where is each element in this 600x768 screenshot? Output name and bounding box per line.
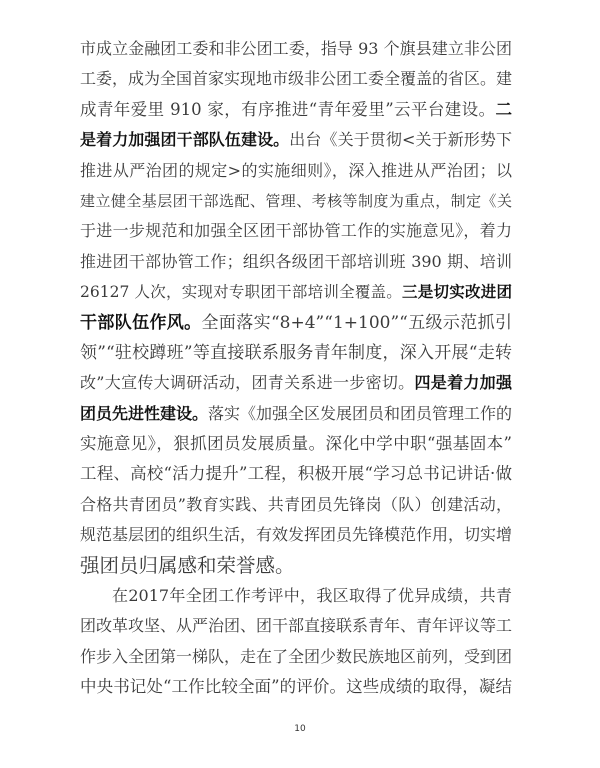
text-line: [80, 277, 512, 307]
text-line: [80, 186, 512, 216]
text-segment: 推进团干部协管工作；组织各级团干部培训班 390 期、培训: [80, 251, 512, 271]
text-segment: 强团员归属感和荣誉感。: [80, 553, 295, 577]
text-line: [80, 399, 512, 429]
text-segment: 团改革攻坚、从严治团、团干部直接联系青年、青年评议等工: [80, 616, 512, 636]
text-line: [80, 368, 512, 398]
text-line: [80, 672, 512, 702]
page-number: 10: [294, 724, 306, 734]
bold-heading-text: 是着力加强团干部队伍建设。: [80, 130, 290, 150]
paragraph: [80, 581, 512, 703]
text-line: [80, 95, 512, 125]
body-text: [80, 34, 512, 703]
text-segment: 于进一步规范和加强全区团干部协管工作的实施意见》，着力: [80, 221, 512, 241]
text-segment: 规范基层团的组织生活，有效发挥团员先锋模范作用，切实增: [80, 525, 512, 545]
text-segment: 成青年爱里 910 家，有序推进“青年爱里”云平台建设。: [80, 99, 496, 119]
text-line: [80, 125, 512, 155]
text-line: [80, 551, 512, 581]
text-segment: 工程、高校“活力提升”工程，积极开展“学习总书记讲话·做: [80, 464, 512, 484]
text-segment: 中央书记处“工作比较全面”的评价。这些成绩的取得，凝结: [80, 677, 512, 697]
text-line: [80, 611, 512, 641]
text-line: [80, 490, 512, 520]
text-segment: 市成立金融团工委和非公团工委，指导 93 个旗县建立非公团: [80, 39, 512, 58]
text-segment: 工委，成为全国首家实现地市级非公团工委全覆盖的省区。建: [80, 69, 512, 89]
text-segment: 合格共青团员”教育实践、共青团员先锋岗（队）创建活动，: [80, 494, 512, 514]
text-segment: 作步入全团第一梯队，走在了全团少数民族地区前列，受到团: [80, 646, 512, 666]
text-segment: 推进从严治团的规定>的实施细则》，深入推进从严治团；以: [80, 160, 512, 180]
text-segment: 出台《关于贯彻<关于新形势下: [289, 130, 512, 150]
text-segment: 落实《加强全区发展团员和团员管理工作的: [208, 403, 512, 423]
text-line: [80, 429, 512, 459]
text-segment: 实施意见》，狠抓团员发展质量。深化中学中职“强基固本”: [80, 434, 512, 454]
text-segment: 改”大宣传大调研活动，团青关系进一步密切。: [80, 373, 415, 393]
text-line: [80, 308, 512, 338]
text-segment: 在2017年全团工作考评中，我区取得了优异成绩，共青: [112, 586, 512, 606]
bold-heading-text: 干部队伍作风。: [80, 312, 202, 333]
text-line: [80, 338, 512, 368]
text-segment: 全面落实“8+4”“1+100”“五级示范抓引: [201, 312, 512, 333]
text-line: [80, 247, 512, 277]
paragraph: [80, 34, 512, 581]
text-line: [80, 459, 512, 489]
bold-heading-text: 四是着力加强: [414, 373, 512, 393]
bold-heading-text: 二: [495, 99, 512, 119]
text-line: [80, 216, 512, 246]
text-line: [80, 64, 512, 94]
text-line: [80, 520, 512, 550]
text-segment: 建立健全基层团干部选配、管理、考核等制度为重点，制定《关: [80, 191, 512, 210]
bold-heading-text: 团员先进性建设。: [80, 403, 209, 423]
text-line: [80, 642, 512, 672]
text-line: [80, 581, 512, 611]
text-line: [80, 156, 512, 186]
text-segment: 领”“驻校蹲班”等直接联系服务青年制度，深入开展“走转: [80, 342, 512, 363]
text-line: [80, 34, 512, 64]
text-segment: 26127 人次，实现对专职团干部培训全覆盖。: [80, 283, 403, 302]
bold-heading-text: 三是切实改进团: [402, 282, 512, 302]
